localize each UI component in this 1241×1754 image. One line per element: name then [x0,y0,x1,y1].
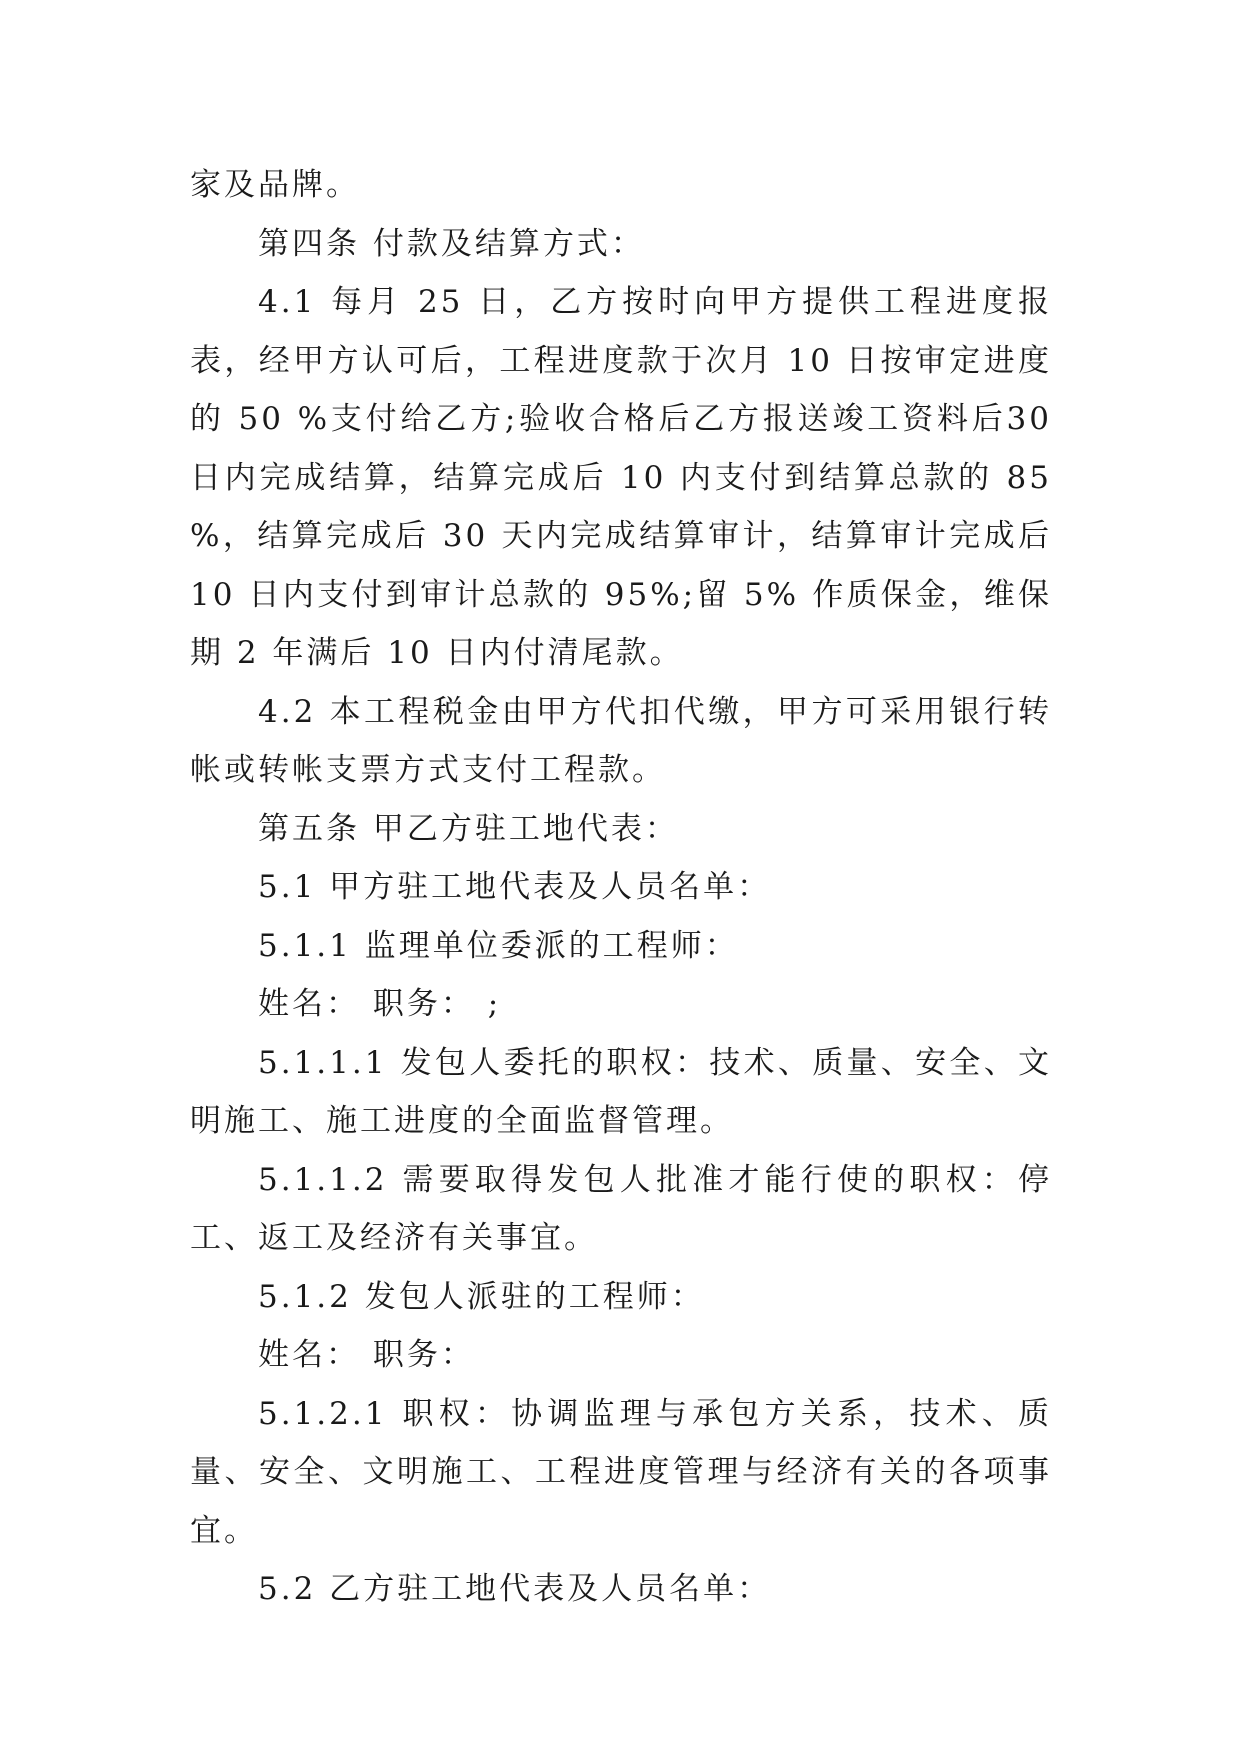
name-position-line-1: 姓名： 职务： ; [258,986,502,1022]
clause-4-1: 4.1 每月 25 日，乙方按时向甲方提供工程进度报表，经甲方认可后，工程进度款于次月 10 日按审定进度的 50 %支付给乙方;验收合格后乙方报送竣工资料后30日内完成结算，结算完成后 10 内支付到结算总款的 85 %，结算完成后 30 天内完成结算审计，结算审计完成后 10 日内支付到审计总款的 95%;留 5% 作质保金，维保期 2 年满后 10 日内付清尾款。 [190,284,1052,671]
paragraph-continuation: 家及品牌。 [190,167,360,203]
article-5-heading: 第五条 甲乙方驻工地代表： [258,810,679,847]
clause-5-1: 5.1 甲方驻工地代表及人员名单： [258,869,772,905]
clause-5-1-2: 5.1.2 发包人派驻的工程师： [258,1278,705,1315]
document-body [190,156,1052,1619]
article-4-heading: 第四条 付款及结算方式： [258,225,645,262]
clause-5-2: 5.2 乙方驻工地代表及人员名单： [258,1571,772,1607]
name-position-line-2: 姓名： 职务： [258,1337,475,1373]
clause-5-1-2-1: 5.1.2.1 职权：协调监理与承包方关系，技术、质量、安全、文明施工、工程进度管理与经济有关的各项事宜。 [190,1395,1052,1549]
clause-5-1-1-1: 5.1.1.1 发包人委托的职权：技术、质量、安全、文明施工、施工进度的全面监督管理。 [190,1044,1052,1139]
clause-5-1-1-2: 5.1.1.2 需要取得发包人批准才能行使的职权：停工、返工及经济有关事宜。 [190,1161,1052,1256]
clause-5-1-1: 5.1.1 监理单位委派的工程师： [258,927,739,964]
clause-4-2: 4.2 本工程税金由甲方代扣代缴，甲方可采用银行转帐或转帐支票方式支付工程款。 [190,693,1052,788]
